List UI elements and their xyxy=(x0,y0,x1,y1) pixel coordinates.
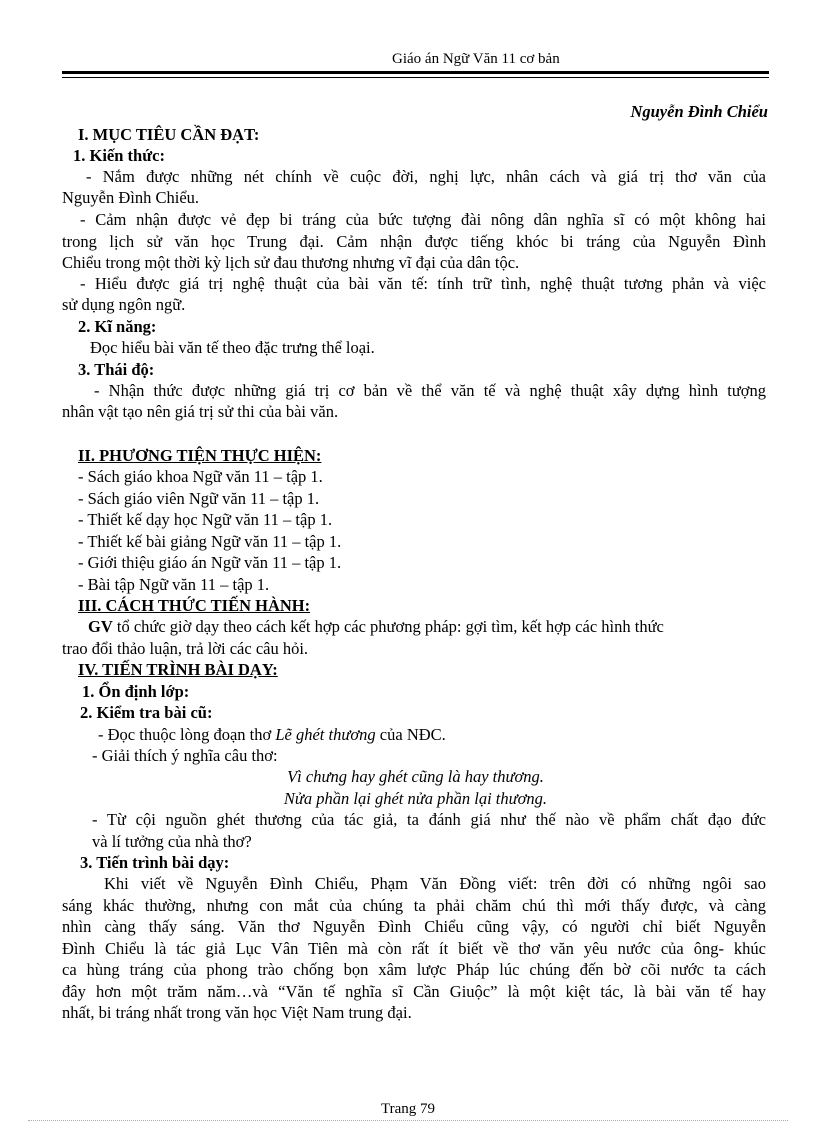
gv-label: GV xyxy=(88,617,113,636)
paragraph-line: sáng khác thường, nhưng con mắt của chúng ta phải chăm chú thì mới thấy được, và càng xyxy=(62,896,766,915)
paragraph-line: nhìn càng thấy sáng. Văn thơ Nguyễn Đình Chiểu cũng vậy, có người chỉ biết Nguyễn xyxy=(62,917,766,936)
paragraph-line: - Nhận thức được những giá trị cơ bản về thể văn tế và nghệ thuật xây dựng hình tượng xyxy=(94,381,766,400)
paragraph-line: Đọc hiểu bài văn tế theo đặc trưng thể loại. xyxy=(90,338,375,357)
poem-title: Lẽ ghét thương xyxy=(275,725,376,744)
footer-dotted-rule xyxy=(28,1120,788,1121)
verse-line: Nửa phần lại ghét nửa phần lại thương. xyxy=(283,789,548,808)
section-3-title: III. CÁCH THỨC TIẾN HÀNH: xyxy=(78,596,311,615)
verse-line: Vì chưng hay ghét cũng là hay thương. xyxy=(287,767,544,786)
list-item: - Bài tập Ngữ văn 11 – tập 1. xyxy=(78,575,270,594)
paragraph-line: Chiểu trong một thời kỳ lịch sử đau thương nhưng vĩ đại của dân tộc. xyxy=(62,253,520,272)
paragraph-line: ca hùng tráng của phong trào chống bọn xâm lược Pháp lúc chúng đến bờ cõi nước ta cách xyxy=(62,960,766,979)
paragraph-line: - Từ cội nguồn ghét thương của tác giả, ta đánh giá như thế nào về phẩm chất đạo đức xyxy=(92,810,766,829)
paragraph-line: - Hiểu được giá trị nghệ thuật của bài văn tế: tính trữ tình, nghệ thuật tương phản và việc xyxy=(80,274,766,293)
section-2-title: II. PHƯƠNG TIỆN THỰC HIỆN: xyxy=(78,446,322,465)
paragraph-line: Đình Chiểu là tác giả Lục Vân Tiên mà còn rất ít biết về thơ văn yêu nước của ông- khúc xyxy=(62,939,766,958)
section-1-title: I. MỤC TIÊU CẦN ĐẠT: xyxy=(78,125,260,144)
list-item: - Thiết kế bài giảng Ngữ văn 11 – tập 1. xyxy=(78,532,342,551)
paragraph-text: - Đọc thuộc lòng đoạn thơ xyxy=(98,725,276,744)
header-rule-thick xyxy=(62,71,769,74)
section-1-3-title: 3. Thái độ: xyxy=(78,360,155,379)
list-item: - Thiết kế dạy học Ngữ văn 11 – tập 1. xyxy=(78,510,333,529)
paragraph-text: tổ chức giờ dạy theo cách kết hợp các phương pháp: gợi tìm, kết hợp các hình thức xyxy=(112,617,664,636)
paragraph-line: trong lịch sử văn học Trung đại. Cảm nhận được tiếng khóc bi tráng của Nguyễn Đình xyxy=(62,232,766,251)
section-1-1-title: 1. Kiến thức: xyxy=(73,146,165,165)
section-1-2-title: 2. Kĩ năng: xyxy=(78,317,157,336)
paragraph-line: nhân vật tạo nên giá trị sử thi của bài văn. xyxy=(62,402,339,421)
author-name: Nguyễn Đình Chiểu xyxy=(630,102,768,121)
page-number: Trang 79 xyxy=(380,1101,436,1117)
paragraph-line: Nguyễn Đình Chiểu. xyxy=(62,188,200,207)
paragraph-line xyxy=(98,726,446,745)
paragraph-line: trao đổi thảo luận, trả lời các câu hỏi. xyxy=(62,639,309,658)
paragraph-line: - Cảm nhận được vẻ đẹp bi tráng của bức tượng đài nông dân nghĩa sĩ có một không hai xyxy=(80,210,766,229)
list-item: - Sách giáo viên Ngữ văn 11 – tập 1. xyxy=(78,489,320,508)
header-title: Giáo án Ngữ Văn 11 cơ bản xyxy=(392,51,560,67)
paragraph-line: sử dụng ngôn ngữ. xyxy=(62,295,186,314)
list-item: - Giới thiệu giáo án Ngữ văn 11 – tập 1. xyxy=(78,553,342,572)
paragraph-line: - Giải thích ý nghĩa câu thơ: xyxy=(92,746,278,765)
section-4-title: IV. TIẾN TRÌNH BÀI DẠY: xyxy=(78,660,278,679)
section-4-3-title: 3. Tiến trình bài dạy: xyxy=(80,853,230,872)
paragraph-line: - Nắm được những nét chính về cuộc đời, nghị lực, nhân cách và giá trị thơ văn của xyxy=(86,167,766,186)
paragraph-line: đây hơn một trăm năm…và “Văn tế nghĩa sĩ Cần Giuộc” là một kiệt tác, là bài văn tế hay xyxy=(62,982,766,1001)
paragraph-text: của NĐC. xyxy=(375,725,446,744)
list-item: - Sách giáo khoa Ngữ văn 11 – tập 1. xyxy=(78,467,323,486)
paragraph-line: nhất, bi tráng nhất trong văn học Việt Nam trung đại. xyxy=(62,1003,412,1022)
header-rule-thin xyxy=(62,77,769,78)
section-4-2-title: 2. Kiểm tra bài cũ: xyxy=(80,703,213,722)
paragraph-line: và lí tưởng của nhà thơ? xyxy=(92,832,252,851)
paragraph-line: Khi viết về Nguyễn Đình Chiểu, Phạm Văn Đồng viết: trên đời có những ngôi sao xyxy=(104,874,766,893)
section-4-1-title: 1. Ổn định lớp: xyxy=(82,682,190,701)
paragraph-line xyxy=(88,618,766,637)
